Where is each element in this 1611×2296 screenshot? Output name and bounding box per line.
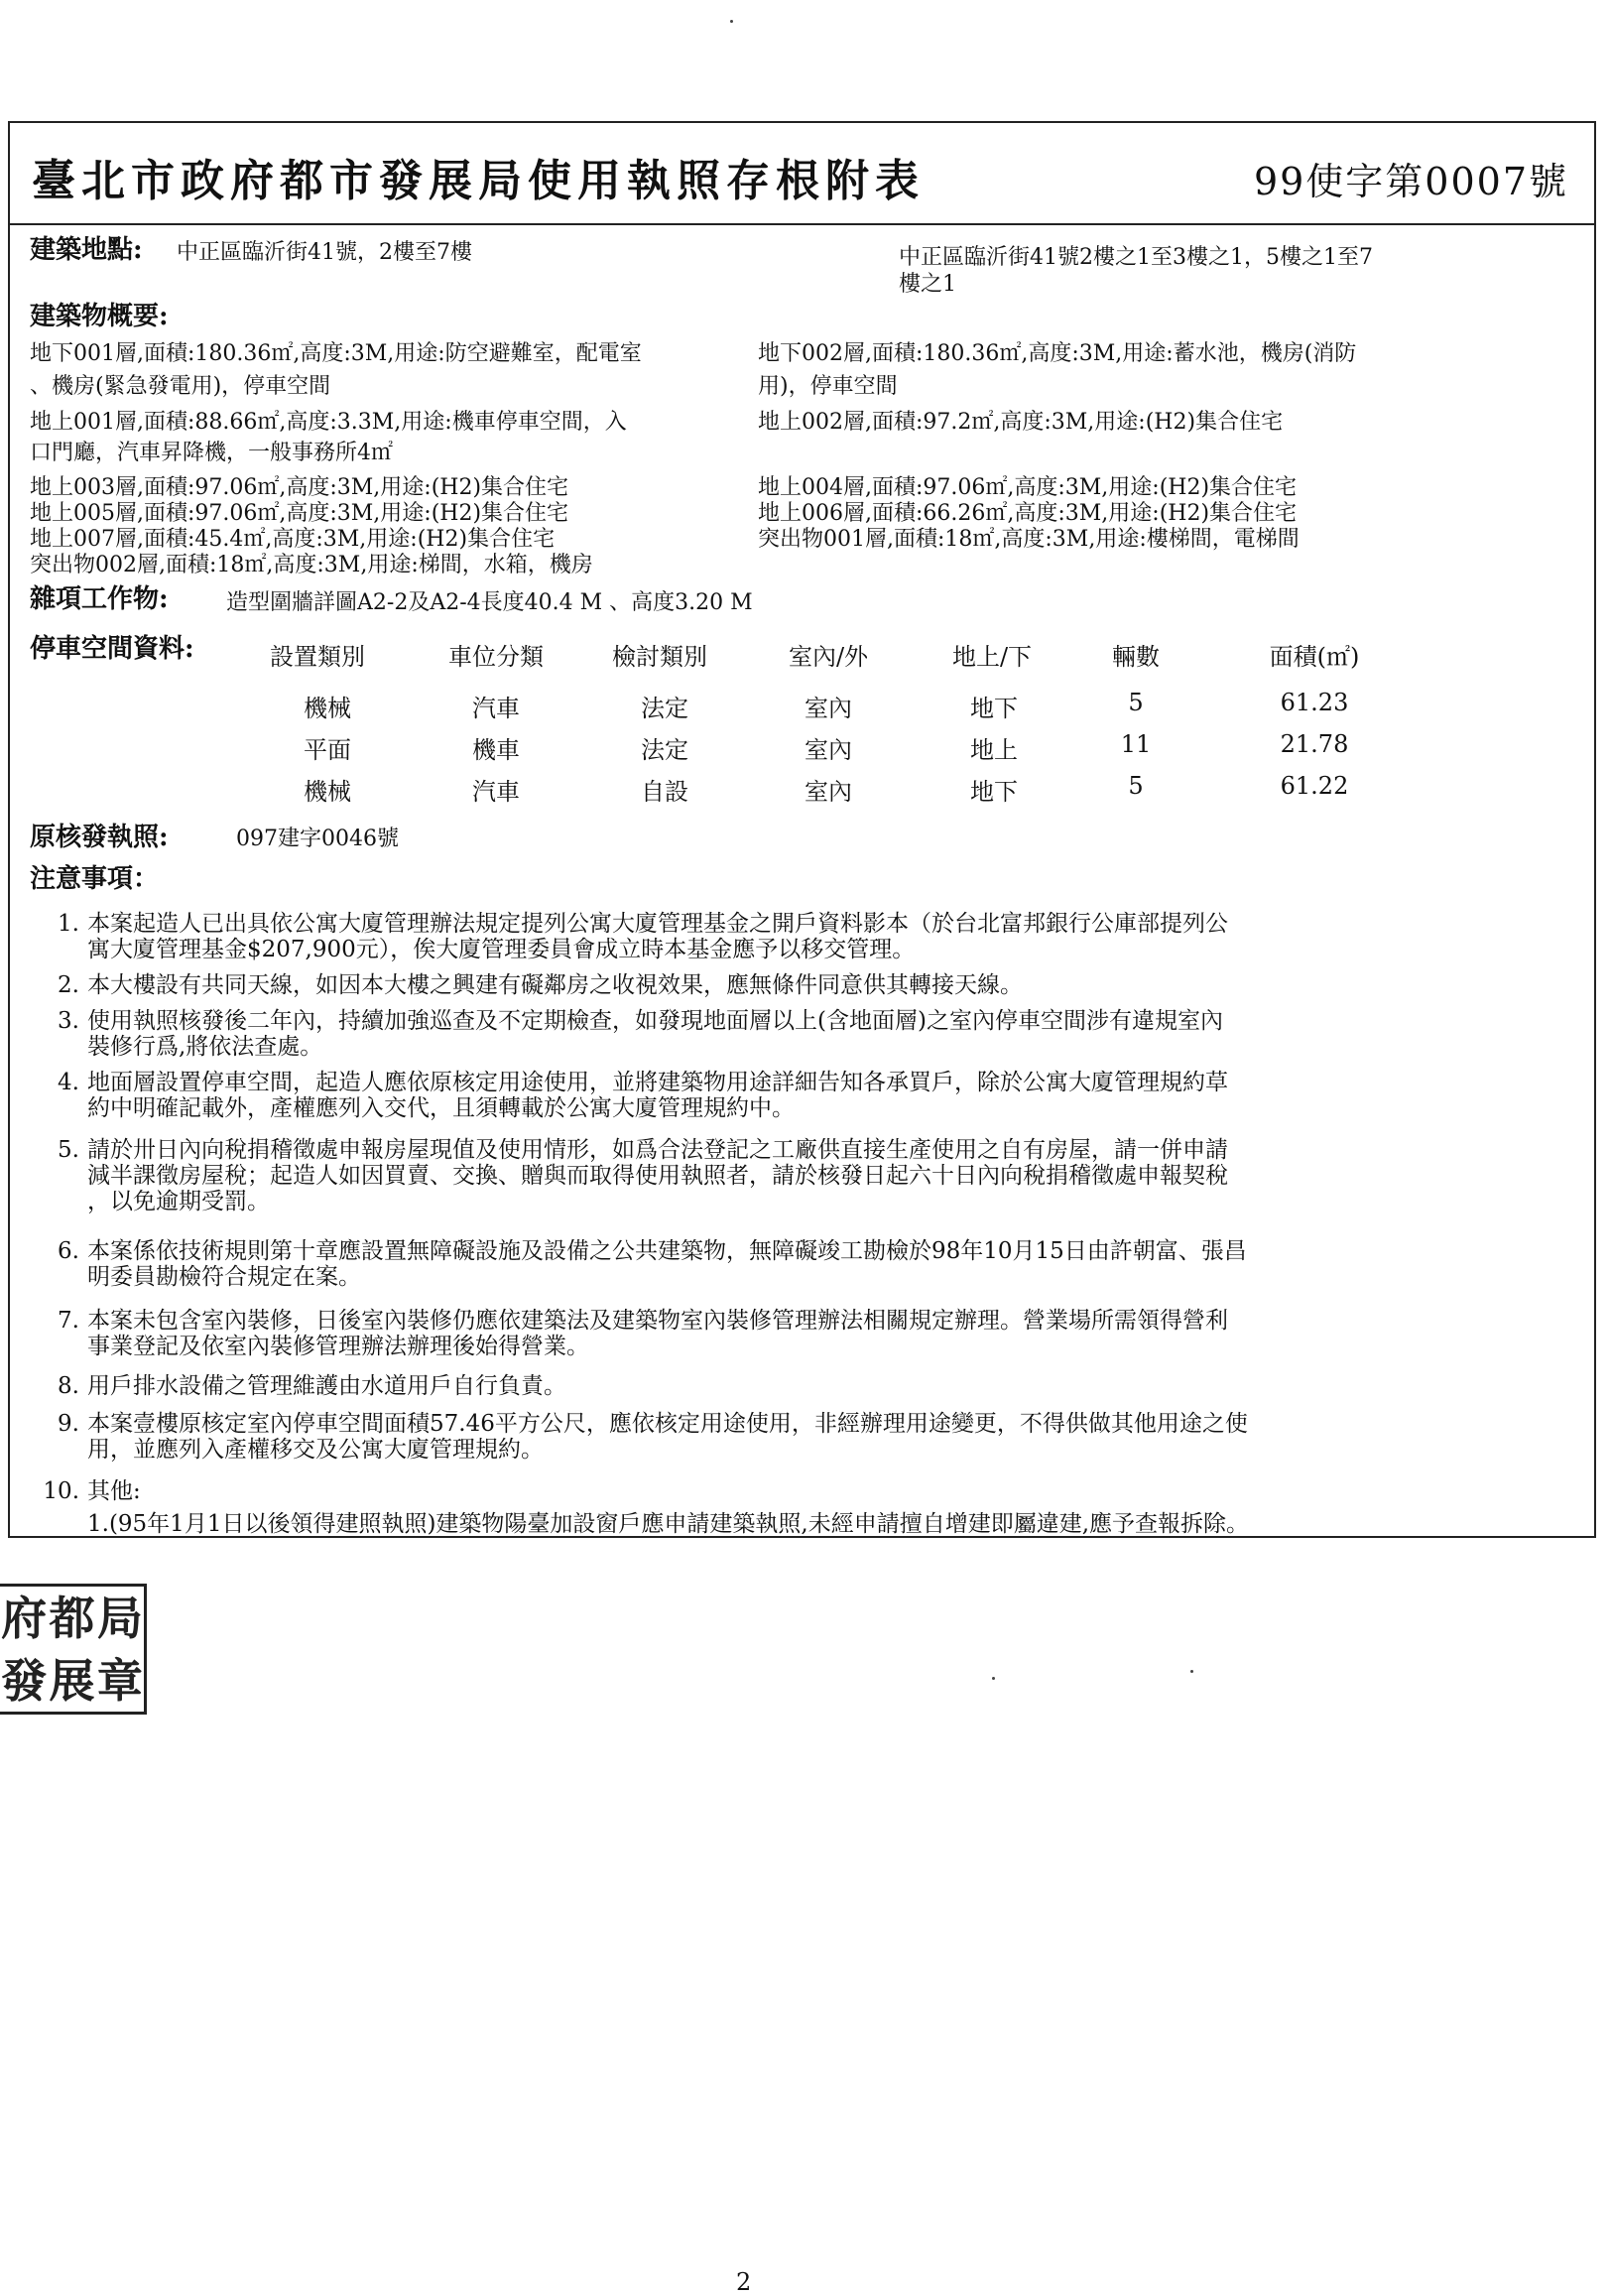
overview-line-left: 地上001層,面積:88.66㎡,高度:3.3M,用途:機車停車空間，入: [30, 410, 627, 435]
parking-cell: 5: [1128, 772, 1144, 800]
parking-cell: 地下: [970, 695, 1018, 722]
seal-char: 展: [49, 1653, 95, 1708]
site-label: 建築地點:: [30, 235, 143, 265]
scan-speck: [1190, 1670, 1193, 1673]
parking-header-count: 輛數: [1112, 643, 1160, 671]
overview-line-left: 地上007層,面積:45.4㎡,高度:3M,用途:(H2)集合住宅: [30, 527, 556, 552]
note-line: 用戶排水設備之管理維護由水道用戶自行負責。: [87, 1373, 566, 1399]
parking-cell: 法定: [641, 695, 688, 722]
note-item: [40, 1137, 1575, 1216]
parking-header-indoor: 室內/外: [788, 643, 869, 671]
note-number: 9.: [58, 1411, 79, 1437]
parking-cell: 室內: [805, 778, 852, 806]
note-number: 5.: [58, 1137, 79, 1163]
note-extra: 1.(95年1月1日以後領得建照執照)建築物陽臺加設窗戶應申請建築執照,未經申請擅自增建即屬違建,應予查報拆除。: [87, 1511, 1250, 1537]
parking-cell: 機車: [472, 736, 520, 764]
overview-line-left: 突出物002層,面積:18㎡,高度:3M,用途:梯間，水箱，機房: [30, 553, 593, 577]
note-line: 本案未包含室內裝修，日後室內裝修仍應依建築法及建築物室內裝修管理辦法相關規定辦理。營業場所需領得營利: [87, 1308, 1228, 1334]
overview-line-left: 地上003層,面積:97.06㎡,高度:3M,用途:(H2)集合住宅: [30, 475, 569, 500]
official-seal: [0, 1584, 147, 1715]
note-number: 1.: [58, 911, 79, 937]
site-address-right-line1: 中正區臨沂街41號2樓之1至3樓之1，5樓之1至7: [899, 245, 1373, 270]
overview-line-right: 地上002層,面積:97.2㎡,高度:3M,用途:(H2)集合住宅: [758, 410, 1284, 435]
parking-cell: 地下: [970, 778, 1018, 806]
note-line: 約中明確記載外，產權應列入交代，且須轉載於公寓大廈管理規約中。: [87, 1095, 795, 1121]
note-line: 本案起造人已出具依公寓大廈管理辦法規定提列公寓大廈管理基金之開戶資料影本（於台北富邦銀行公庫部提列公: [87, 911, 1228, 937]
note-number: 8.: [58, 1373, 79, 1399]
parking-cell: 汽車: [472, 778, 520, 806]
note-line: 減半課徵房屋稅；起造人如因買賣、交換、贈與而取得使用執照者，請於核發日起六十日內向稅捐稽徵處申報契稅: [87, 1163, 1228, 1189]
parking-cell: 法定: [641, 736, 688, 764]
overview-label: 建築物概要:: [30, 302, 169, 331]
note-item: [40, 1008, 1575, 1062]
parking-header-category: 車位分類: [448, 643, 544, 671]
note-line: 其他:: [87, 1478, 141, 1504]
parking-cell: 平面: [304, 736, 351, 764]
note-item: [40, 1308, 1575, 1361]
parking-header-type: 設置類別: [270, 643, 365, 671]
scan-speck: [730, 20, 733, 23]
parking-cell: 21.78: [1280, 730, 1349, 758]
site-address-left: 中正區臨沂街41號，2樓至7樓: [177, 240, 472, 265]
note-number: 10.: [43, 1478, 79, 1504]
note-line: 請於卅日內向稅捐稽徵處申報房屋現值及使用情形，如爲合法登記之工廠供直接生產使用之自有房屋，請一併申請: [87, 1137, 1228, 1163]
parking-header-review: 檢討類別: [612, 643, 707, 671]
note-item: [40, 1478, 1575, 1506]
scan-speck: [992, 1677, 995, 1680]
notes-label: 注意事項：: [30, 864, 160, 894]
parking-cell: 機械: [304, 778, 351, 806]
note-item: [40, 1373, 1575, 1401]
note-line: 本案係依技術規則第十章應設置無障礙設施及設備之公共建築物，無障礙竣工勘檢於98年10月15日由許朝富、張昌: [87, 1238, 1247, 1264]
note-item: [40, 911, 1575, 964]
note-item: [40, 1411, 1575, 1465]
overview-line-right: 地上006層,面積:66.26㎡,高度:3M,用途:(H2)集合住宅: [758, 501, 1298, 526]
note-number: 2.: [58, 972, 79, 998]
seal-char: 章: [96, 1653, 143, 1708]
overview-line-left: 地上005層,面積:97.06㎡,高度:3M,用途:(H2)集合住宅: [30, 501, 569, 526]
original-permit-value: 097建字0046號: [236, 827, 399, 851]
note-item: [40, 1070, 1575, 1123]
parking-cell: 地上: [970, 736, 1018, 764]
overview-line-left: 、機房(緊急發電用)，停車空間: [30, 374, 331, 399]
note-line: 用，並應列入產權移交及公寓大廈管理規約。: [87, 1437, 544, 1463]
overview-line-left: 地下001層,面積:180.36㎡,高度:3M,用途:防空避難室，配電室: [30, 341, 642, 366]
note-line: ，以免逾期受罰。: [87, 1189, 270, 1214]
parking-cell: 11: [1120, 730, 1152, 758]
note-number: 6.: [58, 1238, 79, 1264]
original-permit-label: 原核發執照:: [30, 823, 169, 852]
seal-char: 都: [49, 1591, 95, 1645]
overview-line-right: 地上004層,面積:97.06㎡,高度:3M,用途:(H2)集合住宅: [758, 475, 1298, 500]
parking-label: 停車空間資料:: [30, 634, 194, 664]
parking-cell: 61.23: [1280, 689, 1349, 716]
parking-header-area: 面積(㎡): [1269, 643, 1360, 671]
overview-line-right: 突出物001層,面積:18㎡,高度:3M,用途:樓梯間，電梯間: [758, 527, 1300, 552]
note-number: 4.: [58, 1070, 79, 1095]
parking-cell: 自設: [641, 778, 688, 806]
parking-cell: 機械: [304, 695, 351, 722]
overview-line-left: 口門廳，汽車昇降機，一般事務所4㎡: [30, 441, 393, 465]
document-title: 臺北市政府都市發展局使用執照存根附表: [32, 156, 925, 206]
parking-cell: 5: [1128, 689, 1144, 716]
permit-number: 99使字第0007號: [1253, 160, 1568, 203]
note-line: 本案壹樓原核定室內停車空間面積57.46平方公尺，應依核定用途使用，非經辦理用途變更，不得供做其他用途之使: [87, 1411, 1248, 1437]
overview-line-right: 地下002層,面積:180.36㎡,高度:3M,用途:蓄水池，機房(消防: [758, 341, 1357, 366]
seal-char: 發: [1, 1653, 48, 1708]
parking-cell: 室內: [805, 736, 852, 764]
note-item: [40, 1238, 1575, 1292]
parking-header-level: 地上/下: [951, 643, 1033, 671]
misc-value: 造型圍牆詳圖A2-2及A2-4長度40.4 M 、高度3.20 M: [226, 590, 753, 615]
parking-cell: 61.22: [1280, 772, 1349, 800]
misc-label: 雜項工作物:: [30, 584, 169, 614]
overview-line-right: 用)，停車空間: [758, 374, 898, 399]
title-bar: [10, 123, 1594, 225]
note-number: 7.: [58, 1308, 79, 1334]
note-line: 寓大廈管理基金$207,900元），俟大廈管理委員會成立時本基金應予以移交管理。: [87, 937, 916, 962]
note-line: 明委員勘檢符合規定在案。: [87, 1264, 361, 1290]
note-line: 裝修行爲,將依法查處。: [87, 1034, 323, 1060]
seal-char: 局: [96, 1591, 143, 1645]
note-line: 事業登記及依室內裝修管理辦法辦理後始得營業。: [87, 1334, 589, 1359]
page-number: 2: [736, 2268, 752, 2296]
note-number: 3.: [58, 1008, 79, 1034]
parking-cell: 室內: [805, 695, 852, 722]
note-line: 本大樓設有共同天線，如因本大樓之興建有礙鄰房之收視效果，應無條件同意供其轉接天線。: [87, 972, 1023, 998]
note-item: [40, 972, 1575, 1000]
seal-char: 府: [1, 1591, 48, 1645]
note-line: 地面層設置停車空間，起造人應依原核定用途使用，並將建築物用途詳細告知各承買戶，除於公寓大廈管理規約草: [87, 1070, 1228, 1095]
parking-cell: 汽車: [472, 695, 520, 722]
note-line: 使用執照核發後二年內，持續加強巡查及不定期檢查，如發現地面層以上(含地面層)之室內停車空間涉有違規室內: [87, 1008, 1223, 1034]
site-address-right-line2: 樓之1: [899, 272, 956, 297]
